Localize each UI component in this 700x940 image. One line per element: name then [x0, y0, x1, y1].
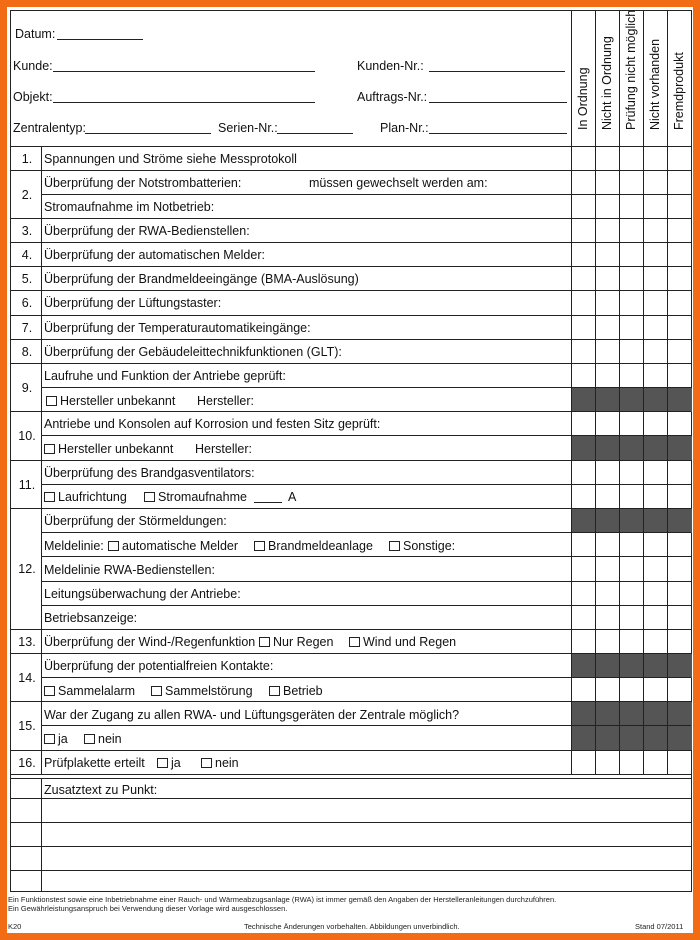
- item-2-exchange-text: müssen gewechselt werden am:: [309, 176, 488, 190]
- serien-nr-label: Serien-Nr.:: [218, 121, 278, 135]
- row-number-10: 10.: [18, 429, 36, 443]
- item-14-option-alarm: [44, 684, 135, 698]
- item-13-text: Überprüfung der Wind-/Regenfunktion: [44, 635, 256, 649]
- item-10-unknown-label: Hersteller unbekannt: [58, 442, 174, 456]
- kunden-nr-field[interactable]: [429, 71, 565, 72]
- blocked-cells-12: [572, 509, 692, 533]
- form-frame: [10, 10, 692, 892]
- item-12-other-label: Sonstige:: [403, 539, 456, 553]
- item-15-yes-label: ja: [58, 732, 68, 746]
- plan-nr-field[interactable]: [429, 133, 567, 134]
- item-12-text: Überprüfung der Störmeldungen:: [44, 514, 227, 528]
- row-number-12: 12.: [18, 562, 36, 576]
- item-5-text: Überprüfung der Brandmeldeeingänge (BMA-Auslösung): [44, 272, 359, 286]
- item-4-text: Überprüfung der automatischen Melder:: [44, 248, 265, 262]
- item-7-text: Überprüfung der Temperaturautomatikeingänge:: [44, 321, 311, 335]
- checkbox[interactable]: [389, 541, 400, 551]
- checkbox[interactable]: [44, 734, 55, 744]
- row-number-9: 9.: [21, 381, 33, 395]
- row-number-2: 2.: [21, 188, 33, 202]
- row-number-15: 15.: [18, 719, 36, 733]
- row-number-4: 4.: [21, 248, 33, 262]
- row-number-13: 13.: [18, 635, 36, 649]
- item-12-option-other: [389, 539, 455, 553]
- item-12-bma-label: Brandmeldeanlage: [268, 539, 373, 553]
- item-9-text: Laufruhe und Funktion der Antriebe geprüft:: [44, 369, 286, 383]
- plan-nr-label: Plan-Nr.:: [380, 121, 429, 135]
- row-number-1: 1.: [21, 152, 33, 166]
- item-11-text: Überprüfung des Brandgasventilators:: [44, 466, 255, 480]
- item-11-unit: A: [288, 490, 297, 504]
- item-11-direction-label: Laufrichtung: [58, 490, 127, 504]
- checkbox[interactable]: [151, 686, 162, 696]
- item-14-option-fault: [151, 684, 253, 698]
- item-16-option-yes: [157, 756, 181, 770]
- row-number-7: 7.: [21, 321, 33, 335]
- col-header-nicht-in-ordnung: Nicht in Ordnung: [600, 36, 614, 130]
- checkbox[interactable]: [84, 734, 95, 744]
- checkbox[interactable]: [46, 396, 57, 406]
- item-14-operation-label: Betrieb: [283, 684, 323, 698]
- row-number-6: 6.: [21, 296, 33, 310]
- col-header-fremdprodukt: Fremdprodukt: [672, 52, 686, 130]
- item-15-option-no: [84, 732, 122, 746]
- item-11-current-field[interactable]: [254, 502, 282, 503]
- footer-code: K20: [8, 922, 22, 931]
- item-13-option-wind: [349, 635, 456, 649]
- item-12-line-label: Meldelinie:: [44, 539, 104, 553]
- item-6-text: Überprüfung der Lüftungstaster:: [44, 296, 222, 310]
- item-11-current-label: Stromaufnahme: [158, 490, 247, 504]
- zusatztext-label: Zusatztext zu Punkt:: [44, 783, 158, 797]
- col-header-nicht-vorhanden: Nicht vorhanden: [648, 38, 662, 130]
- item-14-option-operation: [269, 684, 323, 698]
- row-number-16: 16.: [18, 756, 36, 770]
- row-number-8: 8.: [21, 345, 33, 359]
- row-number-5: 5.: [21, 272, 33, 286]
- item-12-auto-label: automatische Melder: [122, 539, 239, 553]
- item-15-option-yes: [44, 732, 68, 746]
- row-number-11: 11.: [18, 478, 36, 492]
- item-15-text: War der Zugang zu allen RWA- und Lüftungsgeräten der Zentrale möglich?: [44, 708, 460, 722]
- checkbox[interactable]: [254, 541, 265, 551]
- item-2-text: Überprüfung der Notstrombatterien:: [44, 176, 242, 190]
- item-13-option-rain: [259, 635, 333, 649]
- item-11-option-direction: [44, 490, 127, 504]
- item-9-option: [46, 394, 175, 408]
- row-number-14: 14.: [18, 671, 36, 685]
- item-9-manufacturer: Hersteller:: [197, 394, 254, 408]
- checkbox[interactable]: [44, 444, 55, 454]
- checkbox[interactable]: [108, 541, 119, 551]
- checkbox[interactable]: [349, 637, 360, 647]
- auftrags-nr-field[interactable]: [429, 102, 567, 103]
- item-10-manufacturer: Hersteller:: [195, 442, 252, 456]
- blocked-cells-9: [572, 388, 692, 412]
- item-3-text: Überprüfung der RWA-Bedienstellen:: [44, 224, 250, 238]
- row-number-3: 3.: [21, 224, 33, 238]
- item-16-option-no: [201, 756, 239, 770]
- objekt-field[interactable]: [53, 102, 315, 103]
- item-12-option-auto: [108, 539, 238, 553]
- blocked-cells-15: [572, 702, 692, 750]
- col-header-in-ordnung: In Ordnung: [576, 67, 590, 130]
- item-12-status-text: Betriebsanzeige:: [44, 611, 138, 625]
- objekt-label: Objekt:: [13, 90, 53, 104]
- zentralentyp-label: Zentralentyp:: [13, 121, 86, 135]
- item-2-current-text: Stromaufnahme im Notbetrieb:: [44, 200, 215, 214]
- zentralentyp-field[interactable]: [85, 133, 211, 134]
- serien-nr-field[interactable]: [277, 133, 353, 134]
- kunde-field[interactable]: [53, 71, 315, 72]
- footer-disclaimer-1: Ein Funktionstest sowie eine Inbetriebnahme einer Rauch- und Wärmeabzugsanlage (RWA) ist immer gemäß den Angaben der Herstelleranleitungen durchzuführen.: [8, 895, 557, 904]
- item-16-yes-label: ja: [171, 756, 181, 770]
- datum-field[interactable]: [57, 39, 143, 40]
- item-11-option-current: [144, 490, 247, 504]
- auftrags-nr-label: Auftrags-Nr.:: [357, 90, 428, 104]
- item-10-option: [44, 442, 173, 456]
- item-16-no-label: nein: [215, 756, 239, 770]
- item-15-no-label: nein: [98, 732, 122, 746]
- blocked-cells-14: [572, 654, 692, 678]
- item-14-text: Überprüfung der potentialfreien Kontakte:: [44, 659, 274, 673]
- kunde-label: Kunde:: [13, 59, 53, 73]
- checkbox[interactable]: [259, 637, 270, 647]
- checkbox[interactable]: [144, 492, 155, 502]
- checkbox[interactable]: [44, 492, 55, 502]
- item-13-wind-label: Wind und Regen: [363, 635, 457, 649]
- footer-stand: Stand 07/2011: [635, 922, 684, 931]
- kunden-nr-label: Kunden-Nr.:: [357, 59, 424, 73]
- item-12-rwa-text: Meldelinie RWA-Bedienstellen:: [44, 563, 215, 577]
- item-9-unknown-label: Hersteller unbekannt: [60, 394, 176, 408]
- footer-disclaimer-2: Ein Gewährleistungsanspruch bei Verwendung dieser Vorlage wird ausgeschlossen.: [8, 904, 288, 913]
- item-1-text: Spannungen und Ströme siehe Messprotokoll: [44, 152, 297, 166]
- footer-note: Technische Änderungen vorbehalten. Abbildungen unverbindlich.: [244, 922, 460, 931]
- checkbox[interactable]: [44, 686, 55, 696]
- datum-label: Datum:: [15, 27, 56, 41]
- checkbox[interactable]: [201, 758, 212, 768]
- item-8-text: Überprüfung der Gebäudeleittechnikfunktionen (GLT):: [44, 345, 342, 359]
- item-10-text: Antriebe und Konsolen auf Korrosion und festen Sitz geprüft:: [44, 417, 381, 431]
- item-14-alarm-label: Sammelalarm: [58, 684, 136, 698]
- col-header-pruefung-nicht-moeglich: Prüfung nicht möglich: [624, 9, 638, 130]
- blocked-cells-10: [572, 436, 692, 460]
- checkbox[interactable]: [269, 686, 280, 696]
- item-16-text: Prüfplakette erteilt: [44, 756, 145, 770]
- form-sheet: [7, 7, 693, 933]
- item-12-option-bma: [254, 539, 373, 553]
- item-14-fault-label: Sammelstörung: [165, 684, 253, 698]
- checkbox[interactable]: [157, 758, 168, 768]
- item-13-rain-label: Nur Regen: [273, 635, 334, 649]
- item-12-monitoring-text: Leitungsüberwachung der Antriebe:: [44, 587, 241, 601]
